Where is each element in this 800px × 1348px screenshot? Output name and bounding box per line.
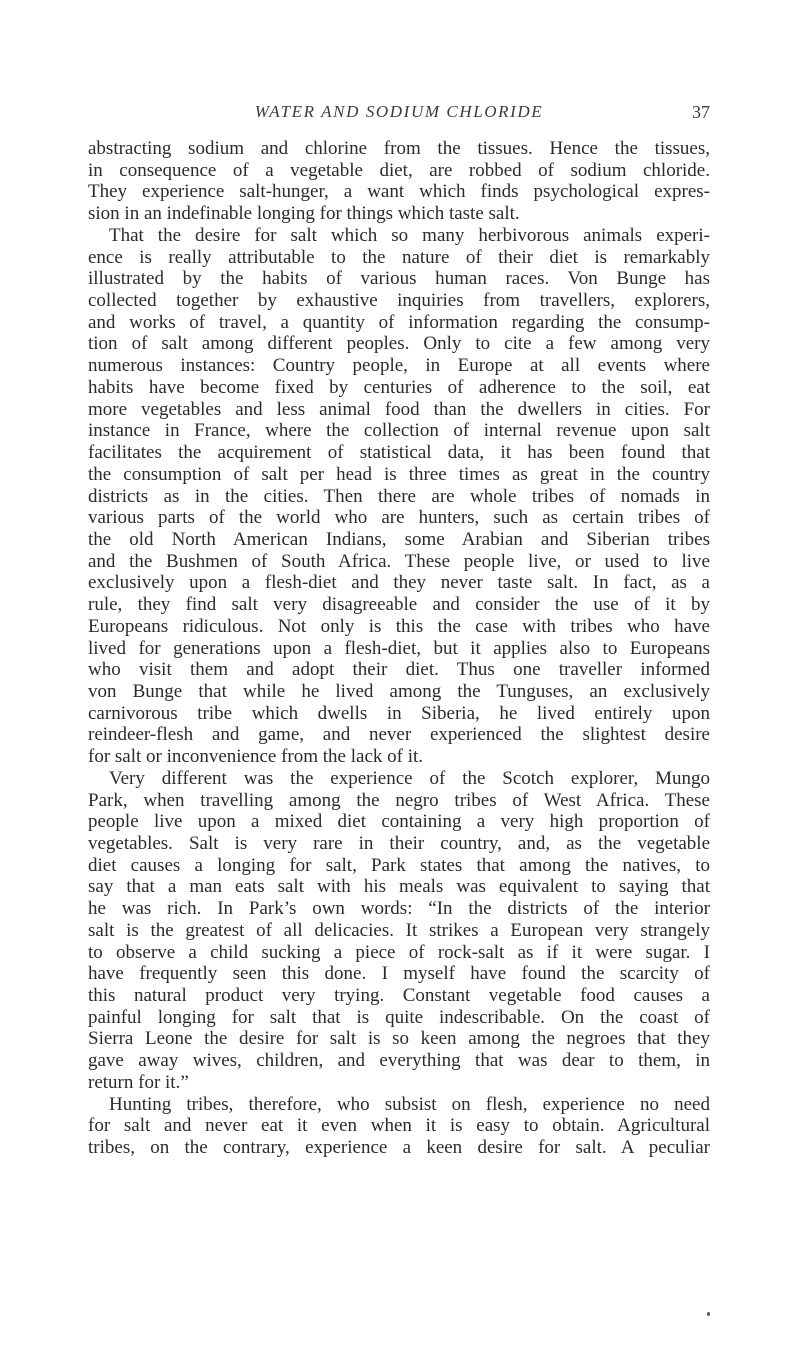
- text-line: painful longing for salt that is quite indescribable. On the coast of: [88, 1006, 710, 1028]
- text-line: facilitates the acquirement of statistical data, it has been found that: [88, 442, 710, 464]
- text-line: carnivorous tribe which dwells in Siberia, he lived entirely upon: [88, 702, 710, 724]
- text-line: ence is really attributable to the nature of their diet is remarkably: [88, 246, 710, 268]
- text-line: people live upon a mixed diet containing a very high proportion of: [88, 811, 710, 833]
- text-line: tribes, on the contrary, experience a keen desire for salt. A peculiar: [88, 1137, 710, 1159]
- text-line: have frequently seen this done. I myself have found the scarcity of: [88, 963, 710, 985]
- text-line: districts as in the cities. Then there are whole tribes of nomads in: [88, 485, 710, 507]
- text-line: more vegetables and less animal food than the dwellers in cities. For: [88, 398, 710, 420]
- text-line: rule, they find salt very disagreeable and consider the use of it by: [88, 594, 710, 616]
- text-line: reindeer-flesh and game, and never experienced the slightest desire: [88, 724, 710, 746]
- text-line: say that a man eats salt with his meals was equivalent to saying that: [88, 876, 710, 898]
- text-line: illustrated by the habits of various human races. Von Bunge has: [88, 268, 710, 290]
- running-title: WATER AND SODIUM CHLORIDE: [254, 102, 544, 121]
- text-line: lived for generations upon a flesh-diet, but it applies also to Europeans: [88, 637, 710, 659]
- text-line: von Bunge that while he lived among the Tunguses, an exclusively: [88, 680, 710, 702]
- text-line: Europeans ridiculous. Not only is this the case with tribes who have: [88, 615, 710, 637]
- text-line: vegetables. Salt is very rare in their country, and, as the vegetable: [88, 833, 710, 854]
- text-line: That the desire for salt which so many herbivorous animals experi-: [109, 224, 710, 246]
- body-text: [88, 138, 710, 1159]
- text-line: Very different was the experience of the Scotch explorer, Mungo: [109, 767, 710, 789]
- text-line: return for it.”: [88, 1071, 189, 1093]
- text-line: various parts of the world who are hunters, such as certain tribes of: [88, 507, 710, 529]
- running-header: [88, 102, 710, 126]
- text-line: salt is the greatest of all delicacies. It strikes a European very strangely: [88, 919, 710, 941]
- text-line: in consequence of a vegetable diet, are robbed of sodium chloride.: [88, 159, 710, 181]
- text-line: gave away wives, children, and everything that was dear to them, in: [88, 1050, 710, 1072]
- text-line: diet causes a longing for salt, Park states that among the natives, to: [88, 854, 710, 876]
- text-line: sion in an indefinable longing for things which taste salt.: [88, 203, 520, 225]
- text-line: collected together by exhaustive inquiries from travellers, explorers,: [88, 290, 710, 312]
- text-line: They experience salt-hunger, a want which finds psychological expres-: [88, 181, 710, 203]
- text-line: he was rich. In Park’s own words: “In the districts of the interior: [88, 898, 710, 920]
- text-line: to observe a child sucking a piece of rock-salt as if it were sugar. I: [88, 941, 710, 963]
- print-speck: [707, 1312, 710, 1316]
- text-line: instance in France, where the collection of internal revenue upon salt: [88, 420, 710, 442]
- text-line: abstracting sodium and chlorine from the tissues. Hence the tissues,: [88, 138, 710, 159]
- page-number: 37: [692, 102, 710, 122]
- text-line: the old North American Indians, some Arabian and Siberian tribes: [88, 528, 710, 550]
- text-line: and the Bushmen of South Africa. These people live, or used to live: [88, 550, 710, 572]
- text-line: numerous instances: Country people, in Europe at all events where: [88, 355, 710, 377]
- text-line: and works of travel, a quantity of information regarding the consump-: [88, 311, 710, 333]
- text-line: who visit them and adopt their diet. Thus one traveller informed: [88, 659, 710, 681]
- text-line: for salt or inconvenience from the lack of it.: [88, 746, 424, 768]
- text-line: exclusively upon a flesh-diet and they never taste salt. In fact, as a: [88, 572, 710, 594]
- text-line: tion of salt among different peoples. Only to cite a few among very: [88, 333, 710, 355]
- text-line: Sierra Leone the desire for salt is so keen among the negroes that they: [88, 1028, 710, 1050]
- text-line: Hunting tribes, therefore, who subsist on flesh, experience no need: [109, 1093, 710, 1115]
- text-line: the consumption of salt per head is three times as great in the country: [88, 463, 710, 485]
- text-line: habits have become fixed by centuries of adherence to the soil, eat: [88, 376, 710, 398]
- text-line: for salt and never eat it even when it is easy to obtain. Agricultural: [88, 1115, 710, 1137]
- text-line: Park, when travelling among the negro tribes of West Africa. These: [88, 789, 710, 811]
- text-line: this natural product very trying. Constant vegetable food causes a: [88, 985, 710, 1007]
